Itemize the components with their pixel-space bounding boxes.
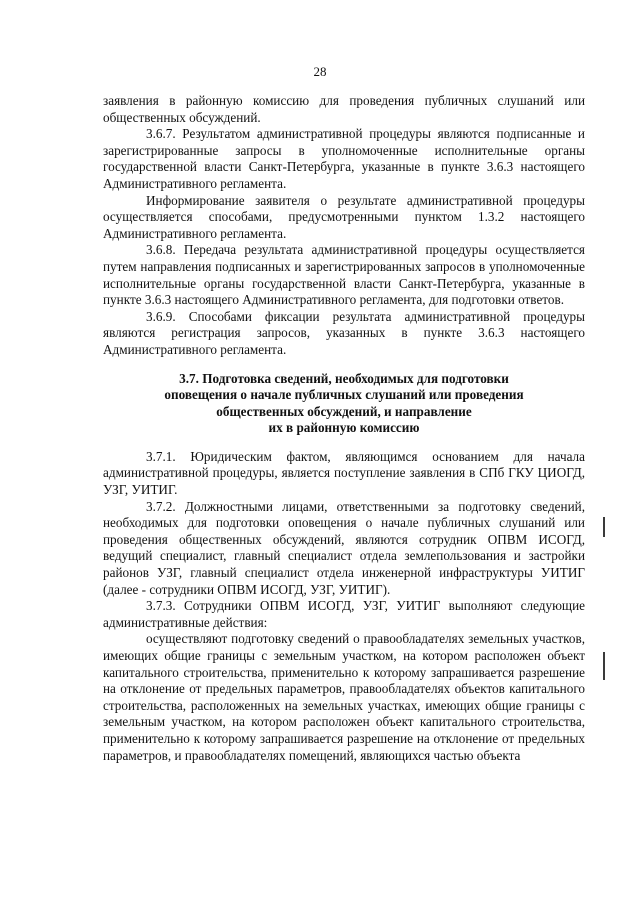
section-heading-line: общественных обсуждений, и направление (216, 403, 472, 419)
page-number: 28 (313, 64, 327, 79)
paragraph: 3.6.7. Результатом административной процедуры являются подписанные и зарегистрированные запросы в уполномоченные исполнительные органы государственной власти Санкт-Петербурга, указанные в пункте 3.6.3 настоящего Административного регламента. (103, 126, 585, 191)
paragraph: 3.6.9. Способами фиксации результата административной процедуры являются регистрация запросов, указанных в пункте 3.6.3 настоящего Административного регламента. (103, 308, 585, 357)
paragraph: заявления в районную комиссию для проведения публичных слушаний или общественных обсуждений. (103, 93, 585, 125)
section-heading-line: 3.7. Подготовка сведений, необходимых для подготовки (179, 370, 509, 386)
paragraph: 3.7.1. Юридическим фактом, являющимся основанием для начала административной процедуры, является поступление заявления в СПб ГКУ ЦИОГД, УЗГ, УИТИГ. (103, 448, 585, 498)
section-heading-line: их в районную комиссию (268, 420, 420, 436)
margin-mark (603, 652, 605, 680)
paragraphs-before-heading (103, 93, 585, 359)
paragraph: 3.6.8. Передача результата административной процедуры осуществляется путем направления подписанных и зарегистрированных запросов в уполномоченные исполнительные органы государственной власти Санкт-Петербурга, указанные в пункте 3.6.3 настоящего Административного регламента, для подготовки ответов. (103, 242, 585, 308)
section-heading-line: оповещения о начале публичных слушаний или проведения (164, 387, 524, 403)
document-body (103, 93, 585, 764)
section-heading-3-7 (103, 371, 585, 437)
paragraph: Информирование заявителя о результате административной процедуры осуществляется способами, предусмотренными пунктом 1.3.2 настоящего Административного регламента. (103, 192, 585, 241)
margin-mark (603, 517, 605, 537)
paragraph: 3.7.2. Должностными лицами, ответственными за подготовку сведений, необходимых для подготовки оповещения о начале публичных слушаний или проведения общественных обсуждений, являются сотрудник ОПВМ ИСОГД, ведущий специалист, главный специалист отдела землепользования и застройки районов УЗГ, главный специалист отдела инженерной инфраструктуры УИТИГ (далее - сотрудники ОПВМ ИСОГД, УЗГ, УИТИГ). (103, 498, 585, 597)
paragraphs-after-heading (103, 449, 585, 764)
paragraph: осуществляют подготовку сведений о правообладателях земельных участков, имеющих общие границы с земельным участком, на котором расположен объект капитального строительства, применительно к которому запрашивается разрешение на отклонение от предельных параметров, правообладателях объектов капитального строительства, расположенных на земельных участках, имеющих общие границы с земельным участком, на котором расположен объект капитального строительства, применительно к которому запрашивается разрешение на отклонение от предельных параметров, и правообладателях помещений, являющихся частью объекта (103, 631, 585, 763)
paragraph: 3.7.3. Сотрудники ОПВМ ИСОГД, УЗГ, УИТИГ выполняют следующие административные действия: (103, 598, 585, 630)
